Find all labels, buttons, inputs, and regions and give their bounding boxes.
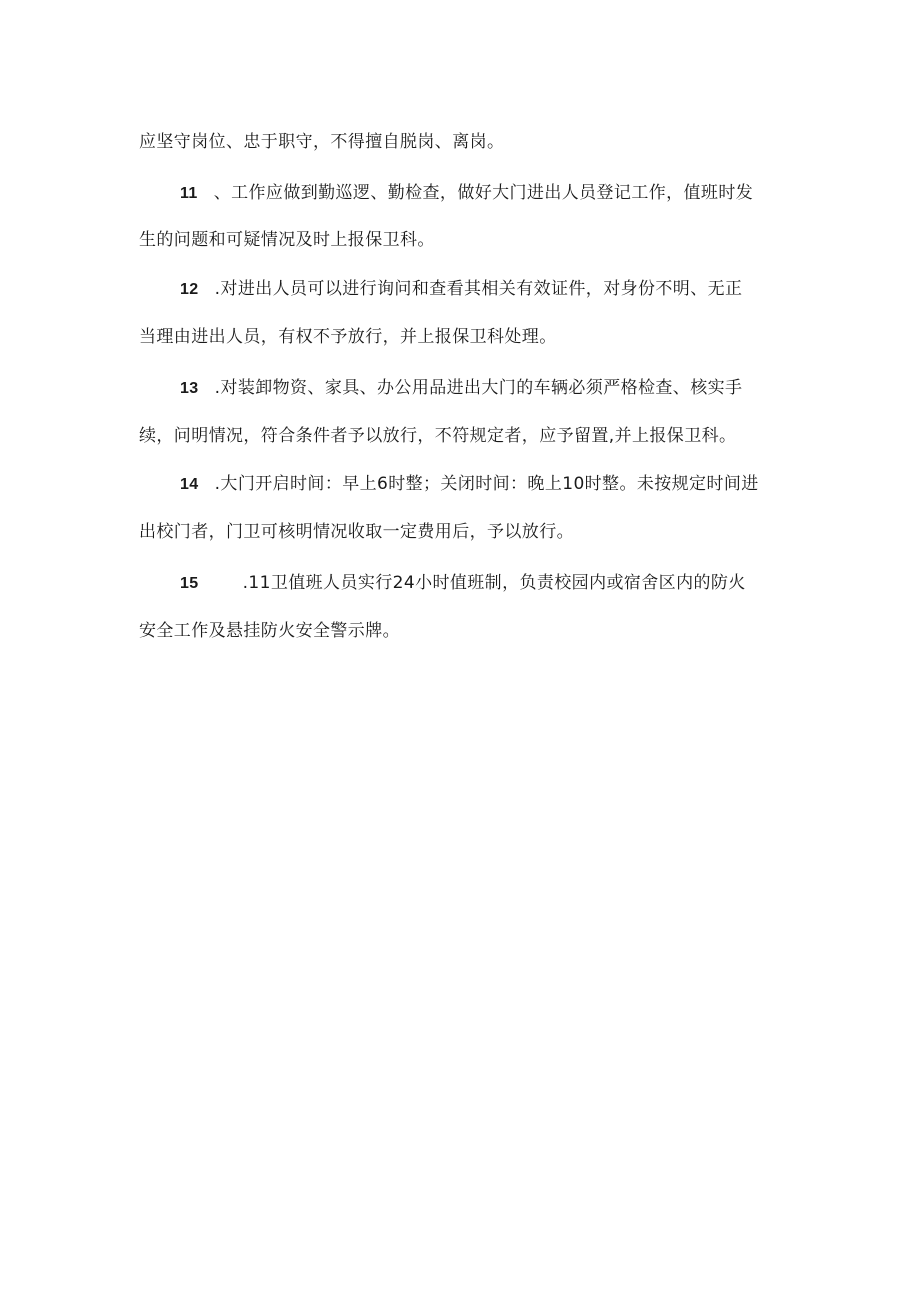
numbered-item-14 <box>180 472 759 497</box>
line-text: 、工作应做到勤巡逻、勤检查，做好大门进出人员登记工作，值班时发 <box>213 183 754 203</box>
numbered-item-15 <box>180 571 746 596</box>
line-text: 应坚守岗位、忠于职守，不得擅自脱岗、离岗。 <box>139 132 505 152</box>
line-text: 续，问明情况，符合条件者予以放行，不符规定者，应予留置,并上报保卫科。 <box>139 426 737 446</box>
line-text: 当理由进出人员，有权不予放行，并上报保卫科处理。 <box>139 327 557 347</box>
line-text: 安全工作及悬挂防火安全警示牌。 <box>139 621 400 641</box>
numbered-item-12 <box>180 277 742 302</box>
item-number: 14 <box>180 476 199 493</box>
paragraph-line <box>139 424 736 448</box>
line-text: 出校门者，门卫可核明情况收取一定费用后，予以放行。 <box>139 522 574 542</box>
numbered-item-11 <box>180 181 753 206</box>
line-text: 生的问题和可疑情况及时上报保卫科。 <box>139 230 435 250</box>
line-text: .对进出人员可以进行询问和查看其相关有效证件，对身份不明、无正 <box>214 279 743 299</box>
item-number: 13 <box>180 380 199 397</box>
numbered-item-13 <box>180 376 742 401</box>
line-text: .11卫值班人员实行24小时值班制，负责校园内或宿舍区内的防火 <box>242 573 746 593</box>
paragraph-line <box>139 130 504 154</box>
paragraph-line <box>139 228 435 252</box>
item-number: 11 <box>180 185 198 202</box>
paragraph-line <box>139 619 400 643</box>
line-text: .对装卸物资、家具、办公用品进出大门的车辆必须严格检查、核实手 <box>214 378 743 398</box>
paragraph-line <box>139 325 557 349</box>
paragraph-line <box>139 520 574 544</box>
item-number: 12 <box>180 281 199 298</box>
line-text: .大门开启时间：早上6时整；关闭时间：晚上10时整。未按规定时间进 <box>214 474 759 494</box>
item-number: 15 <box>180 575 199 592</box>
